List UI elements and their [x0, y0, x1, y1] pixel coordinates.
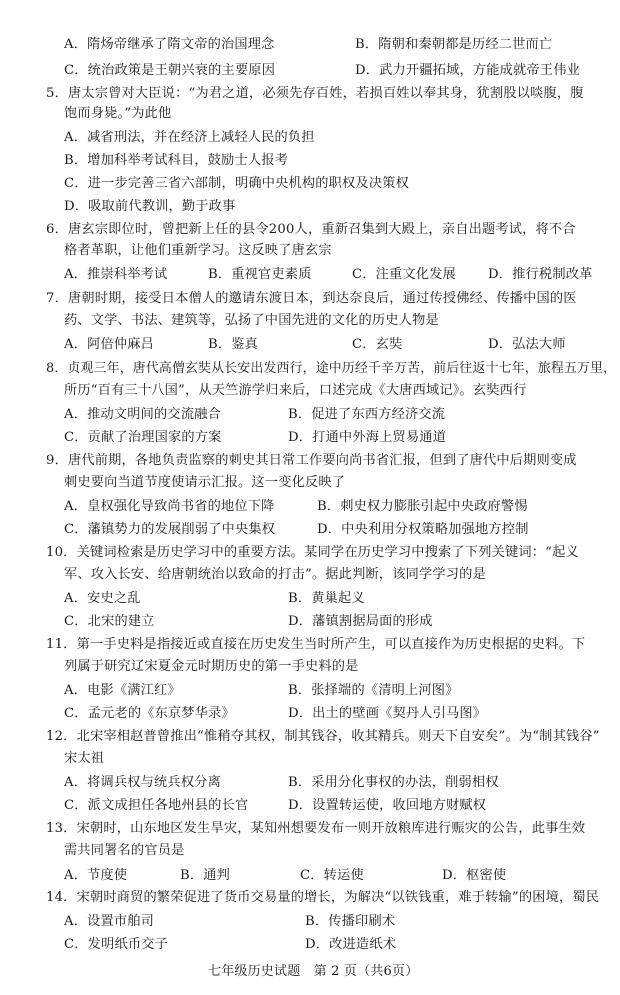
q5-stem-line-1: 5．唐太宗曾对大臣说：“为君之道，必须先存百姓，若损百姓以奉其身，犹割股以啖腹，腹 — [46, 86, 584, 101]
q8-option-a: A．推动文明间的交流融合 — [64, 407, 221, 422]
q11-option-b: B．张择端的《清明上河图》 — [288, 683, 459, 698]
q13-option-b: B．通判 — [180, 868, 231, 883]
q4-option-a: A．隋炀帝继承了隋文帝的治国理念 — [64, 37, 275, 52]
q4-option-d: D．武力开疆拓域，方能成就帝王伟业 — [355, 63, 580, 78]
q9-stem-line-1: 9．唐代前期，各地负责监察的刺史其日常工作要向尚书省汇报，但到了唐代中后期则变成 — [46, 453, 577, 468]
q14-option-a: A．设置市舶司 — [64, 914, 155, 929]
q8-stem-line-2: 所历“百有三十八国”，从天竺游学归来后，口述完成《大唐西域记》。玄奘西行 — [64, 383, 527, 398]
q8-option-b: B．促进了东西方经济交流 — [288, 407, 446, 422]
q4-option-c: C．统治政策是王朝兴衰的主要原因 — [64, 63, 276, 78]
q13-stem-line-1: 13．宋朝时，山东地区发生旱灾，某知州想要发布一则开放粮库进行赈灾的公告，此事生效 — [46, 821, 586, 836]
q14-option-d: D．改进造纸术 — [305, 937, 397, 952]
q9-stem-line-2: 刺史要向当道节度使请示汇报。这一变化反映了 — [64, 475, 346, 490]
q8-option-d: D．打通中外海上贸易通道 — [288, 430, 447, 445]
q12-option-d: D．设置转运使，收回地方财赋权 — [288, 798, 487, 813]
q6-option-d: D．推行税制改革 — [488, 267, 593, 282]
q8-stem-line-1: 8．贞观三年，唐代高僧玄奘从长安出发西行，途中历经千辛万苦，前后往返十七年，旅程五万里， — [46, 361, 617, 376]
q7-option-b: B．鉴真 — [208, 337, 259, 352]
q12-option-b: B．采用分化事权的办法，削弱相权 — [288, 775, 499, 790]
q7-stem-line-2: 药、文学、书法、建筑等，弘扬了中国先进的文化的历史人物是 — [64, 313, 439, 328]
q12-option-a: A．将调兵权与统兵权分离 — [64, 775, 221, 790]
q13-option-d: D．枢密使 — [442, 868, 507, 883]
q11-stem-line-2: 列属于研究辽宋夏金元时期历史的第一手史料的是 — [64, 659, 359, 674]
q11-option-d: D．出土的壁画《契丹人引马图》 — [288, 706, 487, 721]
q9-option-d: D．中央利用分权策略加强地方控制 — [317, 522, 529, 537]
q11-option-c: C．孟元老的《东京梦华录》 — [64, 706, 235, 721]
q11-option-a: A．电影《满江红》 — [64, 683, 181, 698]
q5-stem-line-2: 饱而身毙。”为此他 — [64, 106, 172, 121]
q7-stem-line-1: 7．唐朝时期，接受日本僧人的邀请东渡日本，到达奈良后，通过传授佛经、传播中国的医 — [46, 291, 577, 306]
q12-stem-line-2: 宋太祖 — [64, 751, 105, 766]
q12-option-c: C．派文成担任各地州县的长官 — [64, 798, 249, 813]
q10-option-c: C．北宋的建立 — [64, 614, 155, 629]
q7-option-d: D．弘法大师 — [488, 337, 566, 352]
q6-option-a: A．推崇科举考试 — [64, 267, 168, 282]
q13-stem-line-2: 需共同署名的官员是 — [64, 843, 185, 858]
q11-stem-line-1: 11．第一手史料是指接近或直接在历史发生当时所产生，可以直接作为历史根据的史料。下 — [46, 637, 586, 652]
q6-stem-line-1: 6．唐玄宗即位时，曾把新上任的县令200人，重新召集到大殿上，亲自出题考试，将不合 — [46, 222, 576, 237]
q5-option-c: C．进一步完善三省六部制，明确中央机构的职权及决策权 — [64, 176, 409, 191]
q9-option-a: A．皇权强化导致尚书省的地位下降 — [64, 499, 275, 514]
q5-option-d: D．吸取前代教训，勤于政事 — [64, 199, 236, 214]
q12-stem-line-1: 12．北宋宰相赵普曾推出“惟稍夺其权，制其钱谷，收其精兵。则天下自安矣”。为“制其钱谷” — [46, 729, 600, 744]
q10-stem-line-1: 10．关键词检索是历史学习中的重要方法。某同学在历史学习中搜索了下列关键词：“起义 — [46, 545, 579, 560]
q14-option-b: B．传播印刷术 — [305, 914, 396, 929]
q14-option-c: C．发明纸币交子 — [64, 937, 169, 952]
q14-stem-line-1: 14．宋朝时商贸的繁荣促进了货币交易量的增长，为解决“以铁钱重，难于转输”的困境，蜀民 — [46, 890, 600, 905]
page-footer: 七年级历史试题 第 2 页（共6页） — [208, 964, 419, 979]
q7-option-c: C．玄奘 — [352, 337, 403, 352]
q5-option-b: B．增加科举考试科目，鼓励士人报考 — [64, 153, 289, 168]
q6-option-c: C．注重文化发展 — [352, 267, 457, 282]
q5-option-a: A．减省刑法，并在经济上减轻人民的负担 — [64, 130, 315, 145]
q6-stem-line-2: 格者革职，让他们重新学习。这反映了唐玄宗 — [64, 243, 332, 258]
q10-stem-line-2: 军、攻入长安、给唐朝统治以致命的打击”。据此判断，该同学学习的是 — [64, 567, 486, 582]
q6-option-b: B．重视官吏素质 — [208, 267, 312, 282]
q10-option-a: A．安史之乱 — [64, 591, 141, 606]
q4-option-b: B．隋朝和秦朝都是历经二世而亡 — [355, 37, 553, 52]
q7-option-a: A．阿倍仲麻吕 — [64, 337, 155, 352]
q9-option-b: B．刺史权力膨胀引起中央政府警惕 — [317, 499, 528, 514]
q10-option-d: D．藩镇割据局面的形成 — [288, 614, 433, 629]
q13-option-c: C．转运使 — [300, 868, 364, 883]
q8-option-c: C．贡献了治理国家的方案 — [64, 430, 222, 445]
q10-option-b: B．黄巢起义 — [288, 591, 365, 606]
q13-option-a: A．节度使 — [64, 868, 128, 883]
q9-option-c: C．藩镇势力的发展削弱了中央集权 — [64, 522, 276, 537]
